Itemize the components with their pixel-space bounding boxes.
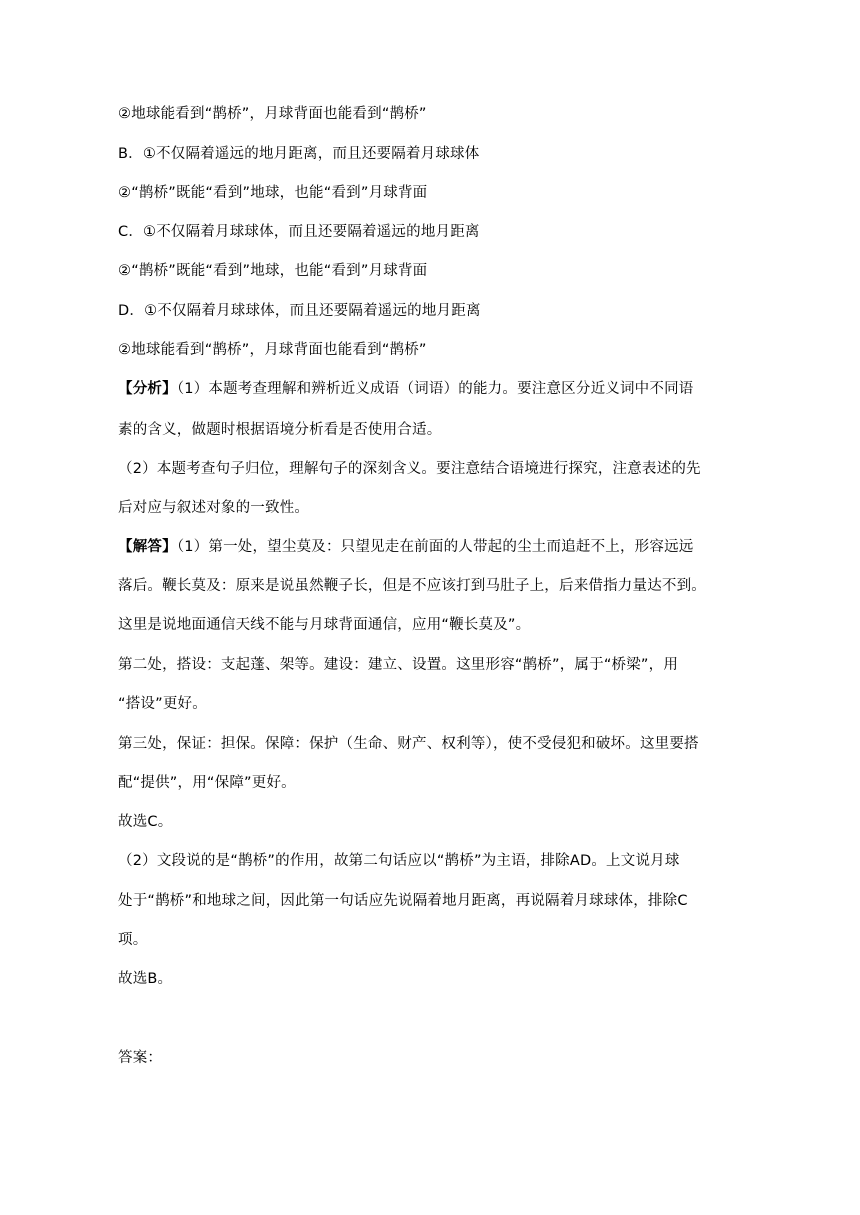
analysis-line2: 素的含义，做题时根据语境分析看是否使用合适。 [118, 422, 442, 438]
option-b-line2: ②“鹊桥”既能“看到”地球，也能“看到”月球背面 [118, 185, 428, 201]
analysis-text: （1）本题考查理解和辨析近义成语（词语）的能力。要注意区分近义词中不同语 [176, 381, 694, 397]
option-c-line1: C．①不仅隔着月球球体，而且还要隔着遥远的地月距离 [118, 224, 480, 240]
answer-explain-line1 [118, 537, 738, 557]
answer-explain-line4: 第二处，搭设：支起蓬、架等。建设：建立、设置。这里形容“鹊桥”，属于“桥梁”，用 [118, 657, 679, 673]
answer-explain-line8: 故选C。 [118, 814, 173, 830]
answer-explain-line10: 处于“鹊桥”和地球之间，因此第一句话应先说隔着地月距离，再说隔着月球球体，排除C [118, 893, 688, 909]
answer-explain-label: 【解答】 [118, 539, 177, 555]
analysis-line3: （2）本题考查句子归位，理解句子的深刻含义。要注意结合语境进行探究，注意表述的先 [118, 461, 701, 477]
option-b-line1: B．①不仅隔着遥远的地月距离，而且还要隔着月球球体 [118, 146, 480, 162]
analysis-line1 [118, 379, 738, 399]
answer-explain-line5: “搭设”更好。 [118, 696, 207, 712]
option-d-line2: ②地球能看到“鹊桥”，月球背面也能看到“鹊桥” [118, 342, 427, 358]
answer-explain-line2: 落后。鞭长莫及：原来是说虽然鞭子长，但是不应该打到马肚子上，后来借指力量达不到。 [118, 578, 706, 594]
option-a-line2: ②地球能看到“鹊桥”，月球背面也能看到“鹊桥” [118, 106, 427, 122]
answer-label: 答案： [118, 1050, 163, 1066]
answer-explain-line7: 配“提供”，用“保障”更好。 [118, 775, 296, 791]
answer-explain-line12: 故选B。 [118, 971, 173, 987]
answer-explain-line11: 项。 [118, 932, 148, 948]
analysis-line4: 后对应与叙述对象的一致性。 [118, 500, 310, 516]
analysis-label: 【分析】 [118, 381, 177, 397]
option-c-line2: ②“鹊桥”既能“看到”地球，也能“看到”月球背面 [118, 263, 428, 279]
answer-explain-line6: 第三处，保证：担保。保障：保护（生命、财产、权利等），使不受侵犯和破坏。这里要搭 [118, 736, 699, 752]
answer-explain-line9: （2）文段说的是“鹊桥”的作用，故第二句话应以“鹊桥”为主语，排除AD。上文说月球 [118, 853, 680, 869]
option-d-line1: D．①不仅隔着月球球体，而且还要隔着遥远的地月距离 [118, 303, 481, 319]
answer-explain-text: （1）第一处，望尘莫及：只望见走在前面的人带起的尘土而追赶不上，形容远远 [176, 539, 694, 555]
answer-explain-line3: 这里是说地面通信天线不能与月球背面通信，应用“鞭长莫及”。 [118, 617, 531, 633]
